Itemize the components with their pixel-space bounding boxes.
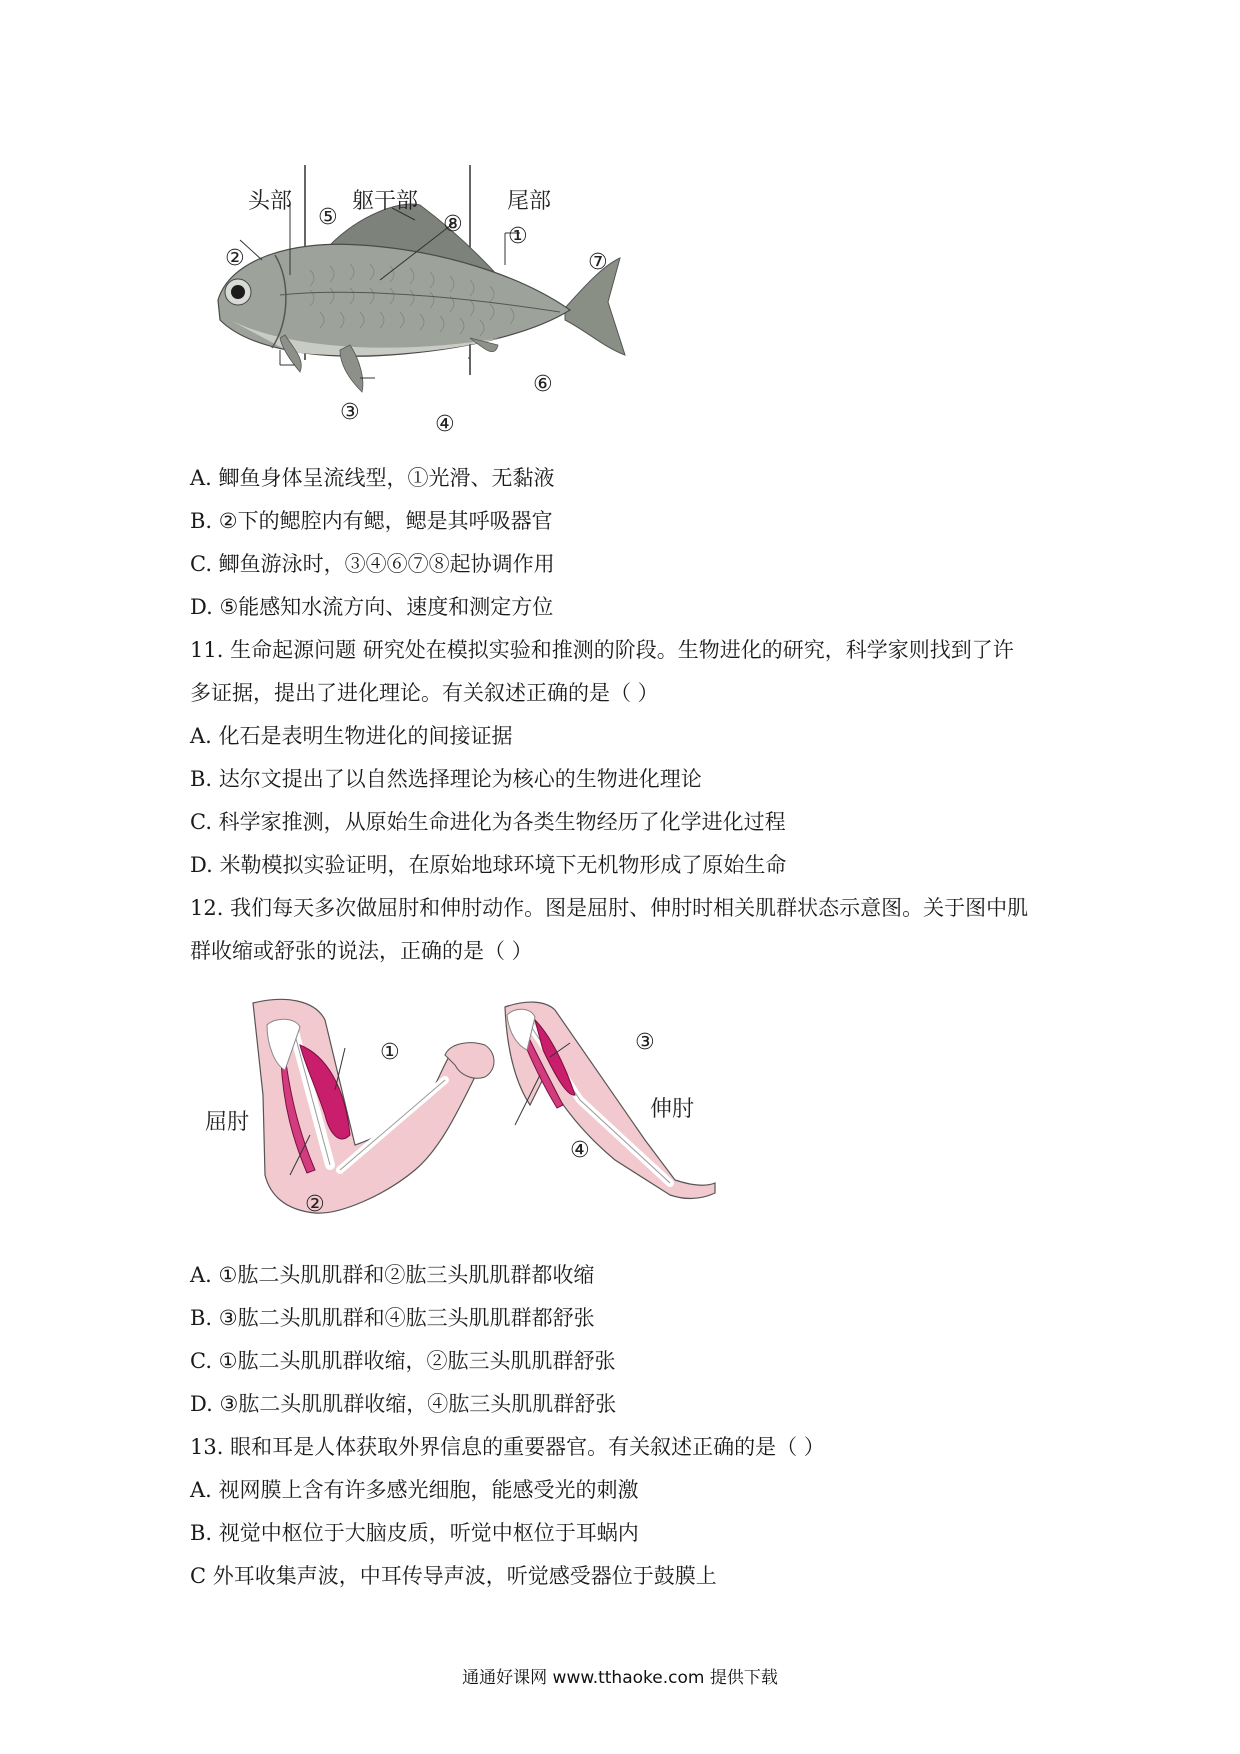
flex-label: 屈肘 [205, 1110, 250, 1135]
arm-marker-2: ② [305, 1192, 325, 1217]
q11-option-d: D. 米勒模拟实验证明，在原始地球环境下无机物形成了原始生命 [190, 853, 787, 877]
q12-stem-line1: 12. 我们每天多次做屈肘和伸肘动作。图是屈肘、伸肘时相关肌群状态示意图。关于图中肌 [190, 896, 1029, 920]
fish-head-label: 头部 [248, 189, 293, 214]
q12-option-b: B. ③肱二头肌肌群和④肱三头肌肌群都舒张 [190, 1306, 595, 1330]
q10-option-a: A. 鲫鱼身体呈流线型，①光滑、无黏液 [190, 466, 555, 490]
q11-option-a: A. 化石是表明生物进化的间接证据 [190, 724, 513, 748]
q12-option-c: C. ①肱二头肌肌群收缩，②肱三头肌肌群舒张 [190, 1349, 616, 1373]
fish-marker-5: ⑤ [318, 205, 338, 230]
q11-stem-line1: 11. 生命起源问题 研究处在模拟实验和推测的阶段。生物进化的研究，科学家则找到了许 [190, 638, 1014, 662]
q10-option-c: C. 鲫鱼游泳时，③④⑥⑦⑧起协调作用 [190, 552, 555, 576]
q12-stem-line2: 群收缩或舒张的说法，正确的是（ ） [190, 939, 533, 963]
fish-marker-1: ① [508, 224, 528, 249]
fish-marker-4: ④ [435, 412, 455, 437]
fish-trunk-label: 躯干部 [352, 189, 419, 214]
q11-option-c: C. 科学家推测，从原始生命进化为各类生物经历了化学进化过程 [190, 810, 786, 834]
arm-marker-1: ① [380, 1040, 400, 1065]
q11-stem-line2: 多证据，提出了进化理论。有关叙述正确的是（ ） [190, 681, 659, 705]
arm-marker-3: ③ [635, 1030, 655, 1055]
fish-marker-8: ⑧ [443, 212, 463, 237]
q13-option-a: A. 视网膜上含有许多感光细胞，能感受光的刺激 [190, 1478, 639, 1502]
arm-marker-4: ④ [570, 1138, 590, 1163]
fish-marker-6: ⑥ [533, 372, 553, 397]
fish-marker-2: ② [225, 246, 245, 271]
page-footer: 通通好课网 www.tthaoke.com 提供下载 [462, 1668, 778, 1688]
q10-option-b: B. ②下的鳃腔内有鳃，鳃是其呼吸器官 [190, 509, 553, 533]
q12-option-a: A. ①肱二头肌肌群和②肱三头肌肌群都收缩 [190, 1263, 595, 1287]
q13-stem: 13. 眼和耳是人体获取外界信息的重要器官。有关叙述正确的是（ ） [190, 1435, 825, 1459]
q12-option-d: D. ③肱二头肌肌群收缩，④肱三头肌肌群舒张 [190, 1392, 617, 1416]
q13-option-c: C 外耳收集声波，中耳传导声波，听觉感受器位于鼓膜上 [190, 1564, 717, 1588]
fish-tail-label: 尾部 [507, 189, 552, 214]
fish-marker-3: ③ [340, 400, 360, 425]
q11-option-b: B. 达尔文提出了以自然选择理论为核心的生物进化理论 [190, 767, 702, 791]
q13-option-b: B. 视觉中枢位于大脑皮质，听觉中枢位于耳蜗内 [190, 1521, 639, 1545]
extend-label: 伸肘 [650, 1097, 695, 1122]
fish-marker-7: ⑦ [588, 250, 608, 275]
q10-option-d: D. ⑤能感知水流方向、速度和测定方位 [190, 595, 554, 619]
